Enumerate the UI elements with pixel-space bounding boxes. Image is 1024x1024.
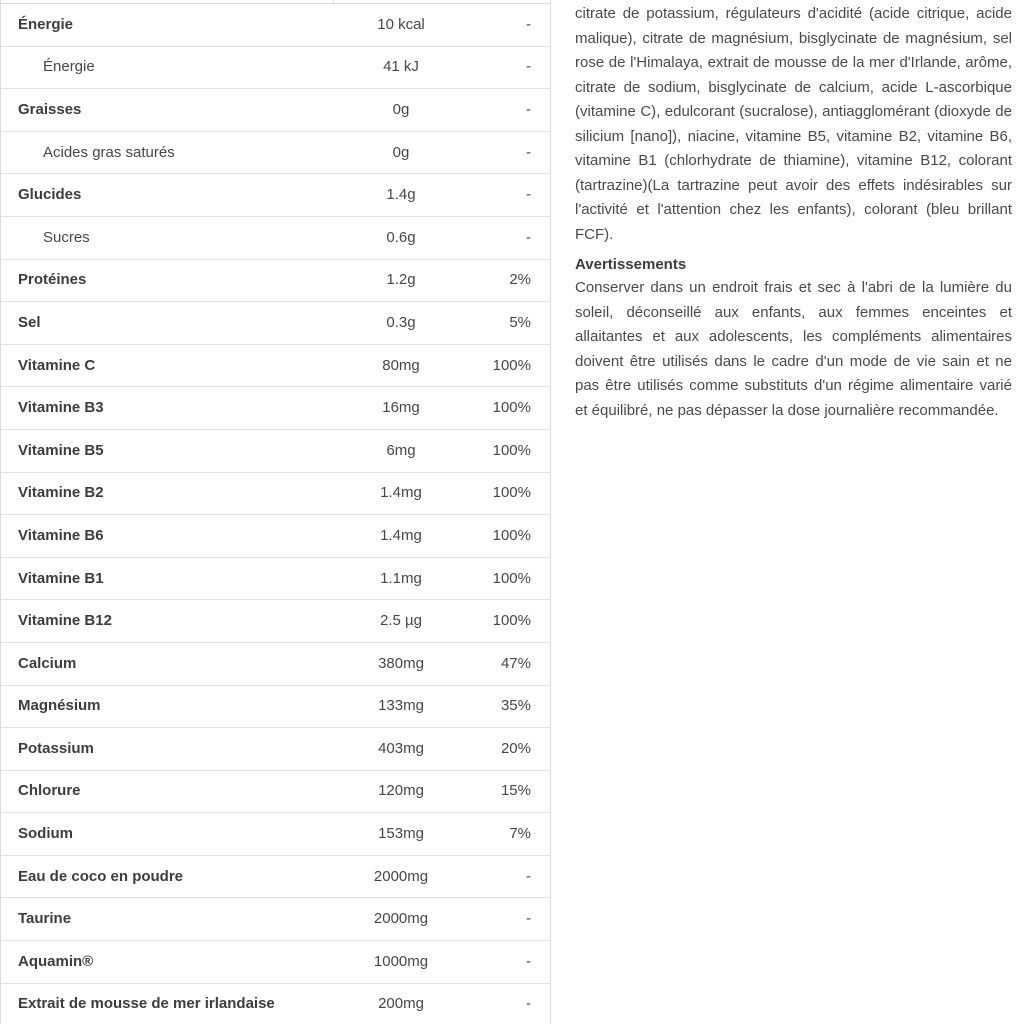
nutrient-value: 1.4mg xyxy=(380,484,422,502)
nutrient-value: 2.5 µg xyxy=(379,612,422,630)
nutrient-label: Chlorure xyxy=(18,782,81,800)
nutrient-daily-pct: 35% xyxy=(500,697,531,715)
nutrition-table-rows xyxy=(1,3,550,1024)
table-row xyxy=(1,4,550,47)
ingredients-text: citrate de potassium, régulateurs d'acidité (acide citrique, acide malique), citrate de magnésium, bisglycinate de magnésium, sel rose de l'Himalaya, extrait de mousse de la mer d'Irlande, arôme, citrate de sodium, bisglycinate de calcium, acide L-ascorbique (vitamine C), edulcorant (sucralose), antiagglomérant (dioxyde de silicium [nano]), niacine, vitamine B5, vitamine B2, vitamine B6, vitamine B1 (chlorhydrate de thiamine), vitamine B12, colorant (tartrazine)(La tartrazine peut avoir des effets indésirables sur l'activité et l'attention chez les enfants), colorant (bleu brillant FCF). xyxy=(575,5,1012,243)
table-row xyxy=(1,686,550,729)
nutrient-value: 0.3g xyxy=(386,313,416,331)
nutrient-label: Sel xyxy=(18,313,41,331)
nutrient-value: 6mg xyxy=(386,441,416,459)
nutrient-label: Magnésium xyxy=(18,697,101,715)
nutrient-value: 2000mg xyxy=(373,867,429,885)
table-row xyxy=(1,473,550,516)
table-row xyxy=(1,771,550,814)
nutrient-daily-pct: 100% xyxy=(492,356,531,374)
nutrient-value: 2000mg xyxy=(373,910,429,928)
nutrient-label: Vitamine B1 xyxy=(18,569,104,587)
nutrient-value: 0g xyxy=(392,143,410,161)
nutrient-label: Acides gras saturés xyxy=(43,143,175,161)
table-row xyxy=(1,941,550,984)
nutrient-daily-pct: 5% xyxy=(509,313,531,331)
nutrient-value: 10 kcal xyxy=(377,15,425,33)
nutrient-label: Eau de coco en poudre xyxy=(18,867,184,885)
nutrient-label: Protéines xyxy=(18,271,87,289)
nutrient-daily-pct: - xyxy=(526,228,531,246)
nutrient-daily-pct: - xyxy=(526,143,531,161)
nutrient-daily-pct: - xyxy=(526,15,531,33)
table-row xyxy=(1,387,550,430)
nutrient-daily-pct: 47% xyxy=(500,654,531,672)
nutrient-label: Sodium xyxy=(18,825,73,843)
nutrient-value: 16mg xyxy=(382,399,420,417)
nutrient-value: 200mg xyxy=(378,995,424,1013)
nutrient-daily-pct: 2% xyxy=(509,271,531,289)
nutrient-label: Vitamine B3 xyxy=(18,399,104,417)
nutrient-value: 1.4g xyxy=(386,186,416,204)
nutrient-label: Vitamine B12 xyxy=(18,612,112,630)
nutrient-value: 0g xyxy=(392,100,410,118)
nutrient-daily-pct: - xyxy=(526,186,531,204)
nutrient-daily-pct: 100% xyxy=(492,569,531,587)
warnings-heading: Avertissements xyxy=(575,256,687,273)
nutrient-daily-pct: - xyxy=(526,100,531,118)
nutrient-daily-pct: 100% xyxy=(492,399,531,417)
nutrient-value: 1000mg xyxy=(373,952,429,970)
table-row xyxy=(1,260,550,303)
nutrient-daily-pct: - xyxy=(526,867,531,885)
table-row xyxy=(1,174,550,217)
table-row xyxy=(1,728,550,771)
nutrient-value: 0.6g xyxy=(386,228,416,246)
table-row xyxy=(1,430,550,473)
nutrient-value: 1.1mg xyxy=(380,569,422,587)
table-row xyxy=(1,558,550,601)
nutrient-daily-pct: 20% xyxy=(500,739,531,757)
nutrient-label: Énergie xyxy=(18,15,74,33)
table-row xyxy=(1,302,550,345)
nutrient-label: Taurine xyxy=(18,910,72,928)
nutrient-daily-pct: - xyxy=(526,910,531,928)
table-row xyxy=(1,132,550,175)
nutrient-value: 153mg xyxy=(378,825,424,843)
table-row xyxy=(1,345,550,388)
table-row xyxy=(1,47,550,90)
table-row xyxy=(1,600,550,643)
product-info-column xyxy=(575,2,1012,423)
nutrient-label: Vitamine B2 xyxy=(18,484,104,502)
table-row xyxy=(1,813,550,856)
table-row xyxy=(1,89,550,132)
nutrient-daily-pct: - xyxy=(526,952,531,970)
nutrient-daily-pct: 100% xyxy=(492,526,531,544)
nutrient-value: 41 kJ xyxy=(383,58,419,76)
nutrient-value: 120mg xyxy=(378,782,424,800)
nutrient-label: Énergie xyxy=(43,58,95,76)
table-row xyxy=(1,643,550,686)
nutrient-label: Potassium xyxy=(18,739,94,757)
nutrient-label: Vitamine B5 xyxy=(18,441,104,459)
table-row xyxy=(1,515,550,558)
nutrient-label: Vitamine B6 xyxy=(18,526,104,544)
nutrient-label: Vitamine C xyxy=(18,356,96,374)
nutrient-label: Extrait de mousse de mer irlandaise xyxy=(18,995,275,1013)
nutrient-daily-pct: - xyxy=(526,995,531,1013)
table-row xyxy=(1,217,550,260)
warnings-text: Conserver dans un endroit frais et sec à l'abri de la lumière du soleil, déconseillé aux enfants, aux femmes enceintes et allaitantes et aux adolescents, les compléments alimentaires doivent être utilisés dans le cadre d'un mode de vie sain et ne pas être utilisés comme substituts d'un régime alimentaire varié et équilibré, ne pas dépasser la dose journalière recommandée. xyxy=(575,279,1012,419)
nutrient-daily-pct: 100% xyxy=(492,612,531,630)
table-row xyxy=(1,984,550,1024)
nutrient-daily-pct: 15% xyxy=(500,782,531,800)
nutrient-label: Glucides xyxy=(18,186,82,204)
nutrient-label: Graisses xyxy=(18,100,82,118)
nutrient-value: 133mg xyxy=(378,697,424,715)
nutrient-daily-pct: - xyxy=(526,58,531,76)
nutrient-value: 1.4mg xyxy=(380,526,422,544)
nutrient-label: Sucres xyxy=(43,228,90,246)
table-row xyxy=(1,856,550,899)
nutrient-value: 1.2g xyxy=(386,271,416,289)
nutrient-daily-pct: 7% xyxy=(509,825,531,843)
nutrient-label: Calcium xyxy=(18,654,77,672)
nutrient-daily-pct: 100% xyxy=(492,484,531,502)
table-row xyxy=(1,898,550,941)
nutrient-label: Aquamin® xyxy=(18,952,94,970)
nutrient-value: 80mg xyxy=(382,356,420,374)
nutrient-value: 380mg xyxy=(378,654,424,672)
nutrient-value: 403mg xyxy=(378,739,424,757)
nutrient-daily-pct: 100% xyxy=(492,441,531,459)
